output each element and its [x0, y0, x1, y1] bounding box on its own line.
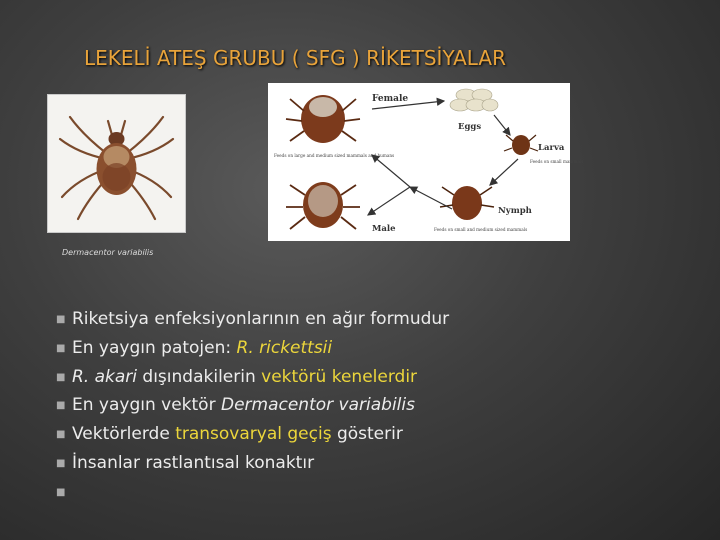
nymph-label: Nymph	[498, 206, 532, 216]
photo-caption: Dermacentor variabilis	[62, 248, 154, 257]
bullet-item	[56, 478, 449, 507]
adult-note: Feeds on large and medium sized mammals and humans	[274, 153, 395, 158]
tick-photo-image	[48, 95, 185, 232]
female-tick-icon	[286, 95, 360, 143]
female-label: Female	[372, 94, 409, 104]
bullet-item: ■ Vektörlerde transovaryal geçiş gösterir	[56, 420, 449, 449]
tick-lifecycle-diagram	[268, 83, 584, 241]
bullet-item: ■ R. akari dışındakilerin vektörü kenelerdir	[56, 363, 449, 392]
bullet-marker-icon: ■	[56, 314, 66, 325]
eggs-icon	[450, 89, 498, 111]
larva-tick-icon	[504, 135, 538, 155]
male-tick-icon	[286, 182, 360, 229]
nymph-tick-icon	[440, 186, 494, 220]
bullet-marker-icon: ■	[56, 486, 66, 498]
bullet-item: ■ En yaygın vektör Dermacentor variabilis	[56, 391, 449, 420]
slide-title: LEKELİ ATEŞ GRUBU ( SFG ) RİKETSİYALAR	[84, 46, 506, 70]
bullet-marker-icon: ■	[56, 400, 66, 412]
lifecycle-arrows	[368, 101, 518, 215]
tick-photo	[47, 94, 186, 233]
bullet-marker-icon: ■	[56, 371, 66, 383]
bullet-marker-icon: ■	[56, 429, 66, 441]
bullet-marker-icon: ■	[56, 457, 66, 469]
larva-note: Feeds on small mammals	[530, 159, 584, 164]
eggs-label: Eggs	[458, 122, 482, 132]
male-label: Male	[372, 224, 396, 234]
larva-label: Larva	[538, 143, 565, 153]
bullet-item: ■ İnsanlar rastlantısal konaktır	[56, 449, 449, 478]
bullet-item: ■ En yaygın patojen: R. rickettsii	[56, 334, 449, 363]
nymph-note: Feeds on small and medium sized mammals	[434, 227, 528, 232]
bullet-marker-icon: ■	[56, 342, 66, 354]
bullet-list	[56, 305, 449, 507]
bullet-item: ■ Riketsiya enfeksiyonlarının en ağır formudur	[56, 305, 449, 334]
